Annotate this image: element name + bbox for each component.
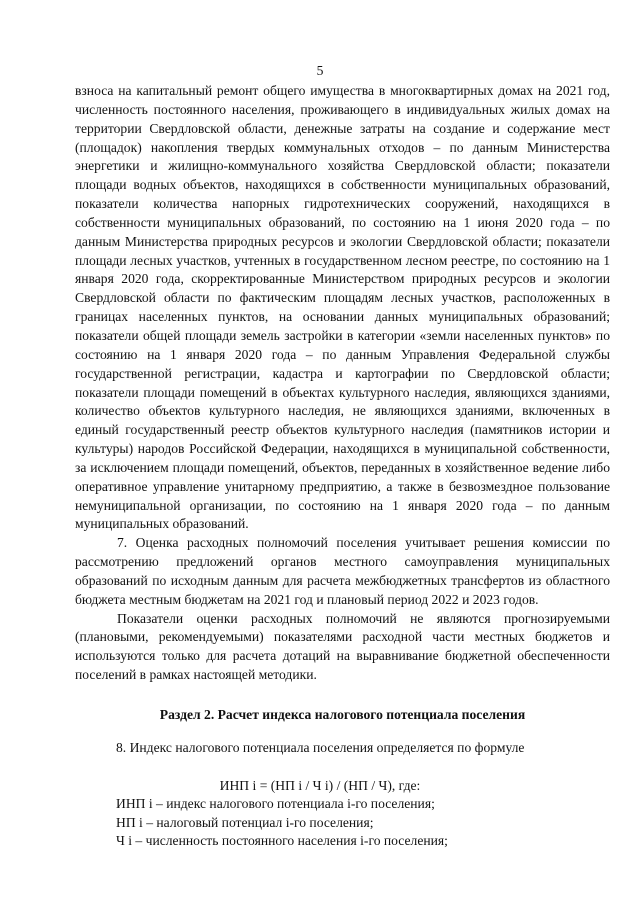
definition-item: Ч i – численность постоянного населения i-го поселения; [116,833,448,848]
main-text [75,82,610,685]
paragraph-8: 8. Индекс налогового потенциала поселения определяется по формуле [116,740,525,755]
paragraph-intro: взноса на капитальный ремонт общего имущества в многоквартирных домах на 2021 год, численность постоянного населения, проживающего в индивидуальных жилых домах на территории Свердловской области, денежные затраты на создание и содержание мест (площадок) накопления твердых коммунальных отходов – по данным Министерства энергетики и жилищно-коммунального хозяйства Свердловской области; показатели площади водных объектов, находящихся в собственности муниципальных образований, показатели количества напорных гидротехнических сооружений, находящихся в собственности муниципальных образований, по состоянию на 1 июня 2020 года – по данным Министерства природных ресурсов и экологии Свердловской области; показатели площади лесных участков, учтенных в государственном лесном реестре, по состоянию на 1 января 2020 года, скорректированные Министерством природных ресурсов и экологии Свердловской области по фактическим площадям лесных участков, расположенных в границах населенных пунктов, на основании данных муниципальных образований; показатели общей площади земель застройки в категории «земли населенных пунктов» по состоянию на 1 января 2020 года – по данным Управления Федеральной службы государственной регистрации, кадастра и картографии по Свердловской области; показатели площади помещений в объектах культурного наследия, являющихся зданиями, количество объектов культурного наследия, не являющихся зданиями, включенных в единый государственный реестр объектов культурного наследия (памятников истории и культуры) народов Российской Федерации, находящихся в муниципальной собственности, за исключением площади помещений, объектов, переданных в хозяйственное ведение либо оперативное управление унитарному предприятию, а также в безвозмездное пользование немуниципальной организации, по состоянию на 1 января 2020 года – по данным муниципальных образований. [75,83,610,532]
paragraph-indicators: Показатели оценки расходных полномочий не являются прогнозируемыми (плановыми, рекомендуемыми) показателями расходной части местных бюджетов и используются только для расчета дотаций на выравнивание бюджетной обеспеченности поселений в рамках настоящей методики. [75,610,610,683]
section-heading: Раздел 2. Расчет индекса налогового потенциала поселения [159,707,526,722]
definition-item: НП i – налоговый потенциал i-го поселения; [116,814,374,830]
definition-item: ИНП i – индекс налогового потенциала i-го поселения; [116,796,435,811]
formula: ИНП i = (НП i / Ч i) / (НП / Ч), где: [219,778,421,793]
definitions-list [116,795,616,851]
page-number: 5 [316,63,324,78]
paragraph-7: 7. Оценка расходных полномочий поселения учитывает решения комиссии по рассмотрению предложений органов местного самоуправления муниципальных образований по исходным данным для расчета межбюджетных трансфертов из областного бюджета местным бюджетам на 2021 год и плановый период 2022 и 2023 годов. [75,535,610,607]
